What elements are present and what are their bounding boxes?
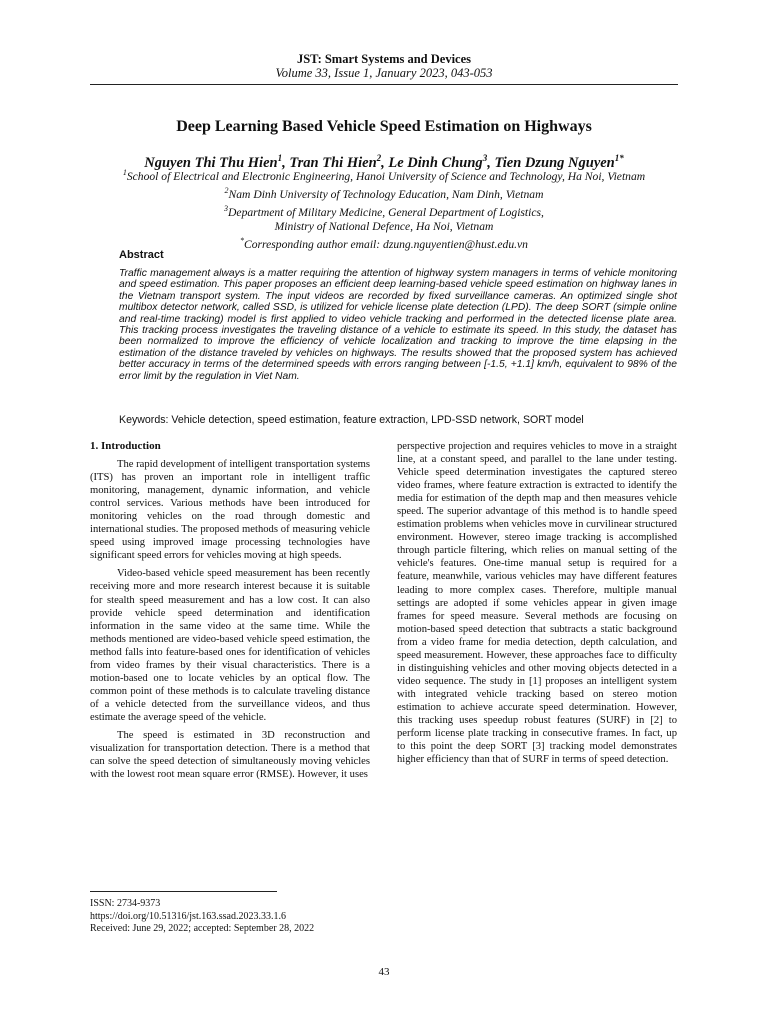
affiliation-line xyxy=(0,234,768,252)
affiliation-text: Ministry of National Defence, Ha Noi, Vietnam xyxy=(274,219,494,233)
footnote-rule xyxy=(90,891,277,892)
affiliation-line xyxy=(0,220,768,234)
keywords: Keywords: Vehicle detection, speed estimation, feature extraction, LPD-SSD network, SORT model xyxy=(119,414,584,426)
journal-volume: Volume 33, Issue 1, January 2023, 043-053 xyxy=(275,66,493,80)
page-number: 43 xyxy=(378,966,390,978)
paragraph: perspective projection and requires vehicles to move in a straight line, at a constant speed, and parallel to the lane under testing. Vehicle speed determination investigates the captured stereo video frames, where feature extraction is extracted to identify the media for estimation of the depth map and then measures vehicle speed. The superior advantage of this method is to handle speed estimation problems when vehicles move in curvilinear structured environment. However, stereo image tracking is accomplished through particle filtering, which relies on manual setting of the vehicle's features. One-time manual setup is required for a feature, meanwhile, various vehicles may have different features leading to more complex cases. Therefore, multiple manual settings are adopted if some vehicles appear in given image frames for speed measure. Several methods are focusing on motion-based speed detection that subtracts a static background from a video frame for media detection, depth calculation, and speed measurement. However, these approaches face to difficulty in distinguishing vehicles and other moving objects detected in a video sequence. The study in [1] proposes an intelligent system with integrated vehicle tracking based on stereo motion estimation to achieve accurate speed determination. However, this tracking uses speedup robust features (SURF) in [2] to perform license plate tracking in consecutive frames. In fact, up to this point the deep SORT [3] tracking model demonstrates higher efficiency than that of SURF in terms of speed detection. xyxy=(397,441,677,766)
affiliation-line xyxy=(0,166,768,184)
author-separator: , xyxy=(282,154,290,171)
author-name: Tran Thi Hien xyxy=(289,154,377,171)
paragraph: The rapid development of intelligent transportation systems (ITS) has proven an important role in intelligent traffic monitoring, management, dynamic information, and vehicle control services. Various methods have been introduced for monitoring vehicles on the road through domestic and international studies. The proposed methods of measuring vehicle speed using improved image processing technologies have significant speed errors for vehicles moving at high speeds. xyxy=(90,459,371,562)
paper-title: Deep Learning Based Vehicle Speed Estimation on Highways xyxy=(176,118,592,135)
author-affiliation-mark: 1 xyxy=(277,153,283,163)
paragraph: The speed is estimated in 3D reconstruction and visualization for transportation detection. There is a method that can solve the speed detection of simultaneously moving vehicles with the lowest root mean square error (RMSE). However, it uses xyxy=(90,729,370,781)
author-separator: , xyxy=(487,154,495,171)
affiliation-text: School of Electrical and Electronic Engineering, Hanoi University of Science and Technology, Ha Noi, Vietnam xyxy=(126,169,646,183)
doi-link[interactable]: https://doi.org/10.51316/jst.163.ssad.2023.33.1.6 xyxy=(90,910,286,922)
affiliation-line xyxy=(0,202,768,220)
running-head xyxy=(0,52,768,80)
author-separator: , xyxy=(381,154,389,171)
corresponding-author-email: Corresponding author email: dzung.nguyentien@hust.edu.vn xyxy=(244,237,528,251)
author-name: Nguyen Thi Thu Hien xyxy=(144,154,278,171)
left-column xyxy=(90,440,370,786)
author-affiliation-mark: 1* xyxy=(614,153,624,163)
author-name: Le Dinh Chung xyxy=(388,154,483,171)
author-affiliation-mark: 3 xyxy=(482,153,488,163)
affiliation-mark: 3 xyxy=(224,203,229,213)
affiliation-mark: 1 xyxy=(122,168,127,177)
affiliation-mark: * xyxy=(240,235,245,245)
received-dates: Received: June 29, 2022; accepted: September 28, 2022 xyxy=(90,923,315,934)
footnote xyxy=(90,898,314,936)
affiliation-text: Department of Military Medicine, General Department of Logistics, xyxy=(228,205,544,219)
issn: ISSN: 2734-9373 xyxy=(90,898,161,909)
affiliation-text: Nam Dinh University of Technology Education, Nam Dinh, Vietnam xyxy=(228,187,544,201)
author-affiliation-mark: 2 xyxy=(376,153,382,163)
journal-name: JST: Smart Systems and Devices xyxy=(296,52,472,66)
header-rule xyxy=(90,84,678,85)
affiliation-line xyxy=(0,184,768,202)
author-name: Tien Dzung Nguyen xyxy=(494,154,615,171)
right-column xyxy=(397,440,677,771)
affiliation-mark: 2 xyxy=(224,185,229,195)
paragraph: Video-based vehicle speed measurement has been recently receiving more and more research interest because it is suitable for stealth speed measurement and has a low cost. It can also provide vehicle speed determination and identification information in the same video at the same time. While the methods mentioned are video-based vehicle speed estimation, the method falls into feature-based ones for identification of vehicles from video frames by their visual characteristics. There is a motion-based one to locate vehicles by an optical flow. The common point of these methods is to calculate traveling distance of a vehicle detected from the surveillance videos, and thus estimate the average speed of the vehicle. xyxy=(90,568,370,723)
affiliation-list xyxy=(0,166,768,251)
abstract-heading: Abstract xyxy=(119,249,164,261)
abstract-text: Traffic management always is a matter requiring the attention of highway system managers in terms of vehicle monitoring and speed estimation. This paper proposes an efficient deep learning-based vehicle speed estimation on highway lanes in the Vietnam transport system. The input videos are recorded by fixed surveillance cameras. An optimized single shot multibox detector network, called SSD, is utilized for vehicle license plate detection (LPD). The deep SORT (simple online and real-time tracking) model is first applied to video vehicle tracking and performed in the detected license plate area. This tracking process investigates the traveling distance of a vehicle to estimate its speed. In this study, the dataset has been normalized to improve the efficiency of vehicle localization and tracking to improve the time elapsing in the estimation of the distance traveled by vehicles on highways. The results showed that the proposed system has achieved better accuracy in terms of the determined speeds with errors ranging between [-1.5, +1.1] km/h, equivalent to 98% of the error limit by the regulation in Viet Nam. xyxy=(119,268,677,382)
section-heading: 1. Introduction xyxy=(90,440,161,452)
